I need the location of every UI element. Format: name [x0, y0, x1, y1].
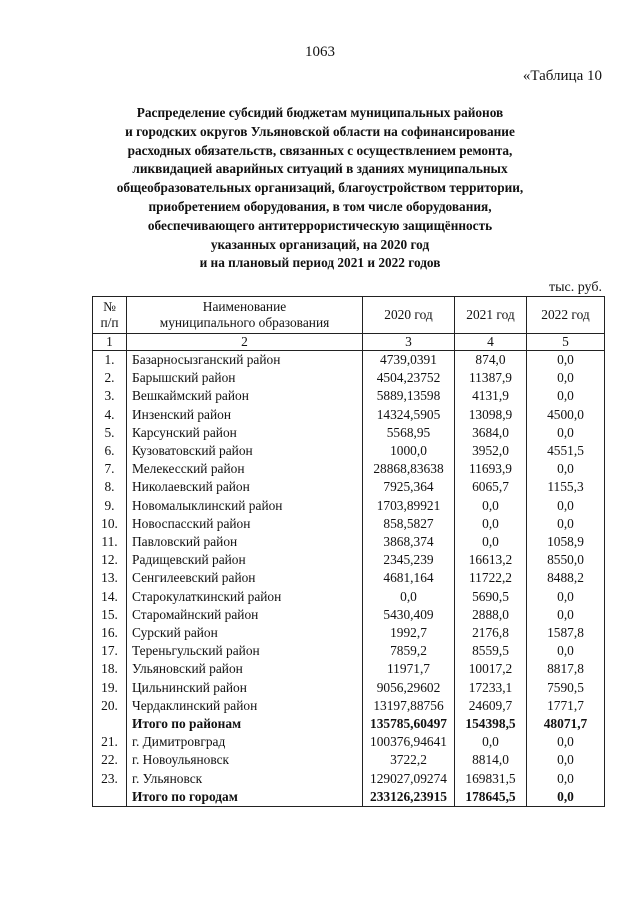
table-row	[93, 369, 605, 387]
row-value-2020: 135785,60497	[363, 715, 455, 733]
row-value-2022: 8488,2	[527, 569, 605, 587]
row-name: Радищевский район	[127, 551, 363, 569]
row-number: 8.	[93, 478, 127, 496]
row-number: 4.	[93, 406, 127, 424]
row-name: Сурский район	[127, 624, 363, 642]
header-2020: 2020 год	[363, 297, 455, 334]
title-line: Распределение субсидий бюджетам муниципальных районов	[136, 105, 504, 120]
row-value-2020: 1000,0	[363, 442, 455, 460]
title-line: и на плановый период 2021 и 2022 годов	[199, 255, 441, 271]
row-value-2020: 1992,7	[363, 624, 455, 642]
row-name: Барышский район	[127, 369, 363, 387]
header-name: Наименование муниципального образования	[127, 297, 363, 334]
row-number: 18.	[93, 660, 127, 678]
row-name: г. Димитровград	[127, 733, 363, 751]
table-row	[93, 533, 605, 551]
table-row	[93, 679, 605, 697]
row-value-2020: 5568,95	[363, 424, 455, 442]
row-value-2020: 13197,88756	[363, 697, 455, 715]
row-value-2020: 0,0	[363, 588, 455, 606]
column-number: 5	[527, 334, 605, 351]
row-value-2021: 0,0	[455, 515, 527, 533]
row-number: 11.	[93, 533, 127, 551]
row-value-2022: 7590,5	[527, 679, 605, 697]
row-number: 14.	[93, 588, 127, 606]
row-number: 21.	[93, 733, 127, 751]
row-value-2020: 3868,374	[363, 533, 455, 551]
row-name: г. Новоульяновск	[127, 751, 363, 769]
row-number: 19.	[93, 679, 127, 697]
title-line: обеспечивающего антитеррористическую защищённость	[147, 217, 493, 233]
row-number: 15.	[93, 606, 127, 624]
table-row	[93, 770, 605, 788]
row-number: 13.	[93, 569, 127, 587]
table-row	[93, 387, 605, 405]
table-row	[93, 624, 605, 642]
row-number: 16.	[93, 624, 127, 642]
table-body	[93, 351, 605, 807]
row-number	[93, 715, 127, 733]
row-name: Ульяновский район	[127, 660, 363, 678]
column-number-row	[93, 334, 605, 351]
table-row	[93, 515, 605, 533]
row-name: Цильнинский район	[127, 679, 363, 697]
row-name: Николаевский район	[127, 478, 363, 496]
row-number: 3.	[93, 387, 127, 405]
row-value-2021: 154398,5	[455, 715, 527, 733]
table-row	[93, 442, 605, 460]
row-value-2020: 28868,83638	[363, 460, 455, 478]
table-row	[93, 660, 605, 678]
table-row	[93, 424, 605, 442]
table-row	[93, 751, 605, 769]
row-value-2020: 100376,94641	[363, 733, 455, 751]
row-name: Старокулаткинский район	[127, 588, 363, 606]
row-number	[93, 788, 127, 807]
row-number: 1.	[93, 351, 127, 370]
row-name: Инзенский район	[127, 406, 363, 424]
row-value-2021: 8814,0	[455, 751, 527, 769]
title-line: ликвидацией аварийных ситуаций в зданиях муниципальных	[132, 161, 508, 177]
subsidy-table	[92, 296, 605, 807]
row-name: Старомайнский район	[127, 606, 363, 624]
row-name: Итого по городам	[127, 788, 363, 807]
row-value-2022: 1058,9	[527, 533, 605, 551]
row-number: 6.	[93, 442, 127, 460]
row-value-2022: 4551,5	[527, 442, 605, 460]
row-number: 17.	[93, 642, 127, 660]
row-name: Новоспасский район	[127, 515, 363, 533]
row-value-2021: 8559,5	[455, 642, 527, 660]
row-value-2020: 4681,164	[363, 569, 455, 587]
row-value-2021: 169831,5	[455, 770, 527, 788]
row-number: 5.	[93, 424, 127, 442]
row-value-2021: 2888,0	[455, 606, 527, 624]
row-value-2022: 0,0	[527, 497, 605, 515]
row-value-2021: 17233,1	[455, 679, 527, 697]
row-value-2022: 0,0	[527, 788, 605, 807]
row-value-2022: 0,0	[527, 770, 605, 788]
row-value-2021: 10017,2	[455, 660, 527, 678]
row-value-2020: 858,5827	[363, 515, 455, 533]
row-number: 22.	[93, 751, 127, 769]
row-name: г. Ульяновск	[127, 770, 363, 788]
row-value-2022: 0,0	[527, 642, 605, 660]
header-2022: 2022 год	[527, 297, 605, 334]
row-name: Вешкаймский район	[127, 387, 363, 405]
row-value-2020: 11971,7	[363, 660, 455, 678]
row-value-2020: 7925,364	[363, 478, 455, 496]
row-value-2021: 3952,0	[455, 442, 527, 460]
row-number: 20.	[93, 697, 127, 715]
row-value-2020: 3722,2	[363, 751, 455, 769]
row-name: Карсунский район	[127, 424, 363, 442]
row-value-2022: 0,0	[527, 387, 605, 405]
row-value-2022: 4500,0	[527, 406, 605, 424]
row-value-2021: 11722,2	[455, 569, 527, 587]
row-value-2022: 1771,7	[527, 697, 605, 715]
table-row	[93, 460, 605, 478]
row-name: Тереньгульский район	[127, 642, 363, 660]
row-name: Сенгилеевский район	[127, 569, 363, 587]
row-value-2021: 178645,5	[455, 788, 527, 807]
row-value-2020: 14324,5905	[363, 406, 455, 424]
table-total-row	[93, 788, 605, 807]
row-value-2020: 9056,29602	[363, 679, 455, 697]
row-value-2020: 2345,239	[363, 551, 455, 569]
column-number: 4	[455, 334, 527, 351]
row-value-2022: 1587,8	[527, 624, 605, 642]
units-label: тыс. руб.	[549, 280, 602, 295]
document-title	[60, 104, 580, 273]
row-value-2020: 4504,23752	[363, 369, 455, 387]
header-row	[93, 297, 605, 334]
row-name: Базарносызганский район	[127, 351, 363, 370]
table-row	[93, 733, 605, 751]
title-line: указанных организаций, на 2020 год	[210, 236, 430, 252]
row-value-2020: 233126,23915	[363, 788, 455, 807]
row-value-2022: 0,0	[527, 369, 605, 387]
row-name: Итого по районам	[127, 715, 363, 733]
row-value-2022: 0,0	[527, 460, 605, 478]
column-number: 2	[127, 334, 363, 351]
row-value-2022: 0,0	[527, 733, 605, 751]
title-line: и городских округов Ульяновской области на софинансирование	[125, 123, 515, 139]
table-row	[93, 642, 605, 660]
row-value-2021: 16613,2	[455, 551, 527, 569]
row-value-2021: 6065,7	[455, 478, 527, 496]
row-name: Павловский район	[127, 533, 363, 551]
title-line: расходных обязательств, связанных с осуществлением ремонта,	[127, 142, 513, 158]
page-number: 1063	[305, 44, 335, 60]
row-value-2021: 5690,5	[455, 588, 527, 606]
row-number: 9.	[93, 497, 127, 515]
row-value-2022: 8550,0	[527, 551, 605, 569]
table-row	[93, 697, 605, 715]
row-value-2022: 48071,7	[527, 715, 605, 733]
table-row	[93, 406, 605, 424]
row-value-2020: 4739,0391	[363, 351, 455, 370]
row-value-2022: 1155,3	[527, 478, 605, 496]
row-value-2021: 13098,9	[455, 406, 527, 424]
row-value-2020: 7859,2	[363, 642, 455, 660]
title-line: общеобразовательных организаций, благоустройством территории,	[116, 180, 524, 196]
row-value-2020: 5889,13598	[363, 387, 455, 405]
row-number: 2.	[93, 369, 127, 387]
row-value-2021: 3684,0	[455, 424, 527, 442]
row-name: Новомалыклинский район	[127, 497, 363, 515]
row-value-2021: 4131,9	[455, 387, 527, 405]
row-value-2021: 11387,9	[455, 369, 527, 387]
row-value-2020: 5430,409	[363, 606, 455, 624]
row-value-2021: 874,0	[455, 351, 527, 370]
row-value-2022: 0,0	[527, 606, 605, 624]
row-value-2021: 24609,7	[455, 697, 527, 715]
column-number: 3	[363, 334, 455, 351]
table-total-row	[93, 715, 605, 733]
row-value-2020: 129027,09274	[363, 770, 455, 788]
row-value-2022: 0,0	[527, 515, 605, 533]
table-row	[93, 569, 605, 587]
row-number: 10.	[93, 515, 127, 533]
row-value-2021: 0,0	[455, 533, 527, 551]
header-2021: 2021 год	[455, 297, 527, 334]
row-value-2021: 0,0	[455, 733, 527, 751]
table-row	[93, 351, 605, 370]
row-name: Чердаклинский район	[127, 697, 363, 715]
table-row	[93, 478, 605, 496]
header-num: № п/п	[93, 297, 127, 334]
table-tag: «Таблица 10	[522, 68, 602, 84]
row-value-2022: 0,0	[527, 424, 605, 442]
title-line: приобретением оборудования, в том числе оборудования,	[148, 198, 492, 214]
row-value-2021: 11693,9	[455, 460, 527, 478]
table-row	[93, 497, 605, 515]
table-row	[93, 551, 605, 569]
table-row	[93, 588, 605, 606]
row-value-2022: 0,0	[527, 588, 605, 606]
row-number: 12.	[93, 551, 127, 569]
row-number: 23.	[93, 770, 127, 788]
row-number: 7.	[93, 460, 127, 478]
row-name: Кузоватовский район	[127, 442, 363, 460]
row-value-2021: 2176,8	[455, 624, 527, 642]
row-value-2022: 8817,8	[527, 660, 605, 678]
row-value-2022: 0,0	[527, 751, 605, 769]
row-value-2021: 0,0	[455, 497, 527, 515]
row-value-2020: 1703,89921	[363, 497, 455, 515]
table-row	[93, 606, 605, 624]
row-name: Мелекесский район	[127, 460, 363, 478]
row-value-2022: 0,0	[527, 351, 605, 370]
column-number: 1	[93, 334, 127, 351]
